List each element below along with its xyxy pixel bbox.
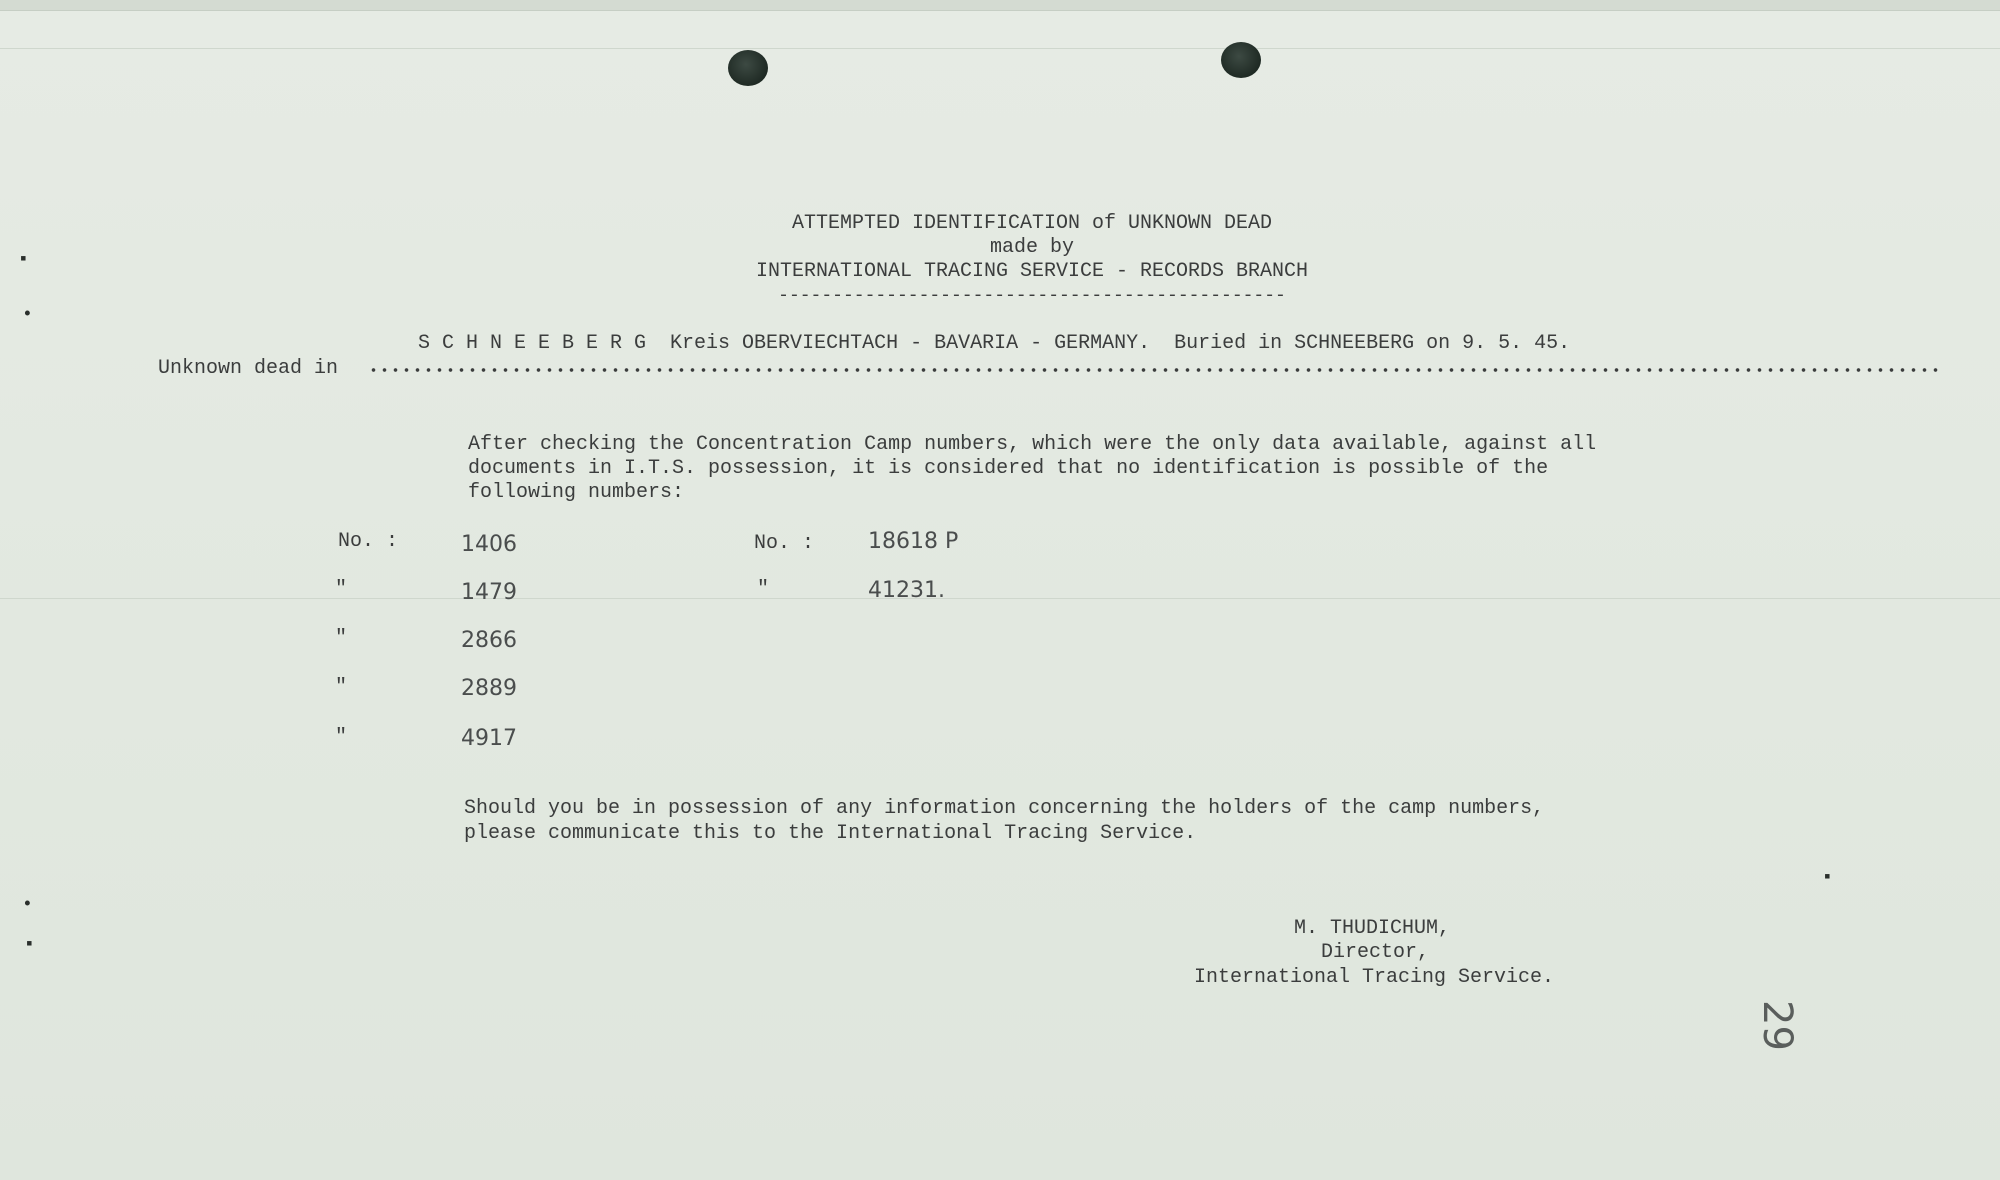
number-label: No. : xyxy=(754,532,815,555)
signature-title: Director, xyxy=(1321,941,1430,964)
header-subtitle: made by xyxy=(989,236,1074,259)
faint-rule xyxy=(0,598,2000,599)
camp-number: 2889 xyxy=(461,676,517,701)
edge-mark: ▪ xyxy=(18,250,29,270)
edge-mark: ▪ xyxy=(1822,868,1833,888)
ditto-mark: " xyxy=(335,726,348,749)
punch-hole-right xyxy=(1221,42,1261,78)
camp-number: 4917 xyxy=(461,726,517,751)
signature-name: M. THUDICHUM, xyxy=(1294,917,1451,940)
header-title: ATTEMPTED IDENTIFICATION of UNKNOWN DEAD xyxy=(791,212,1273,235)
punch-hole-left xyxy=(728,50,768,86)
card-top-edge xyxy=(0,0,2000,11)
camp-number: 18618 P xyxy=(868,529,959,554)
body-line: After checking the Concentration Camp numbers, which were the only data available, against all xyxy=(468,433,1597,456)
page-number: 29 xyxy=(1754,1000,1800,1051)
camp-number: 2866 xyxy=(461,628,517,653)
ditto-mark: " xyxy=(335,627,348,650)
body-line: following numbers: xyxy=(468,481,685,504)
edge-mark: ▪ xyxy=(24,935,35,955)
ditto-mark: " xyxy=(335,578,348,601)
header-underline: ----------------------------------------------- xyxy=(778,286,1286,306)
location-value: S C H N E E B E R G Kreis OBERVIECHTACH - BAVARIA - GERMANY. Buried in SCHNEEBERG on 9. 5. 45. xyxy=(418,332,1571,355)
closing-line: please communicate this to the International Tracing Service. xyxy=(464,822,1197,845)
camp-number: 1406 xyxy=(461,532,517,557)
ditto-mark: " xyxy=(757,578,770,601)
number-label: No. : xyxy=(338,530,399,553)
closing-line: Should you be in possession of any information concerning the holders of the camp numbers, xyxy=(464,797,1545,820)
faint-rule xyxy=(0,48,2000,49)
body-line: documents in I.T.S. possession, it is considered that no identification is possible of the xyxy=(468,457,1549,480)
camp-number: 41231. xyxy=(868,578,945,603)
ditto-mark: " xyxy=(335,676,348,699)
header-organization: INTERNATIONAL TRACING SERVICE - RECORDS BRANCH xyxy=(755,260,1309,283)
edge-mark: • xyxy=(22,305,33,325)
signature-organization: International Tracing Service. xyxy=(1194,966,1555,989)
dotted-leader xyxy=(368,367,1943,373)
location-label: Unknown dead in xyxy=(158,357,339,380)
camp-number: 1479 xyxy=(461,580,517,605)
edge-mark: • xyxy=(22,895,33,915)
